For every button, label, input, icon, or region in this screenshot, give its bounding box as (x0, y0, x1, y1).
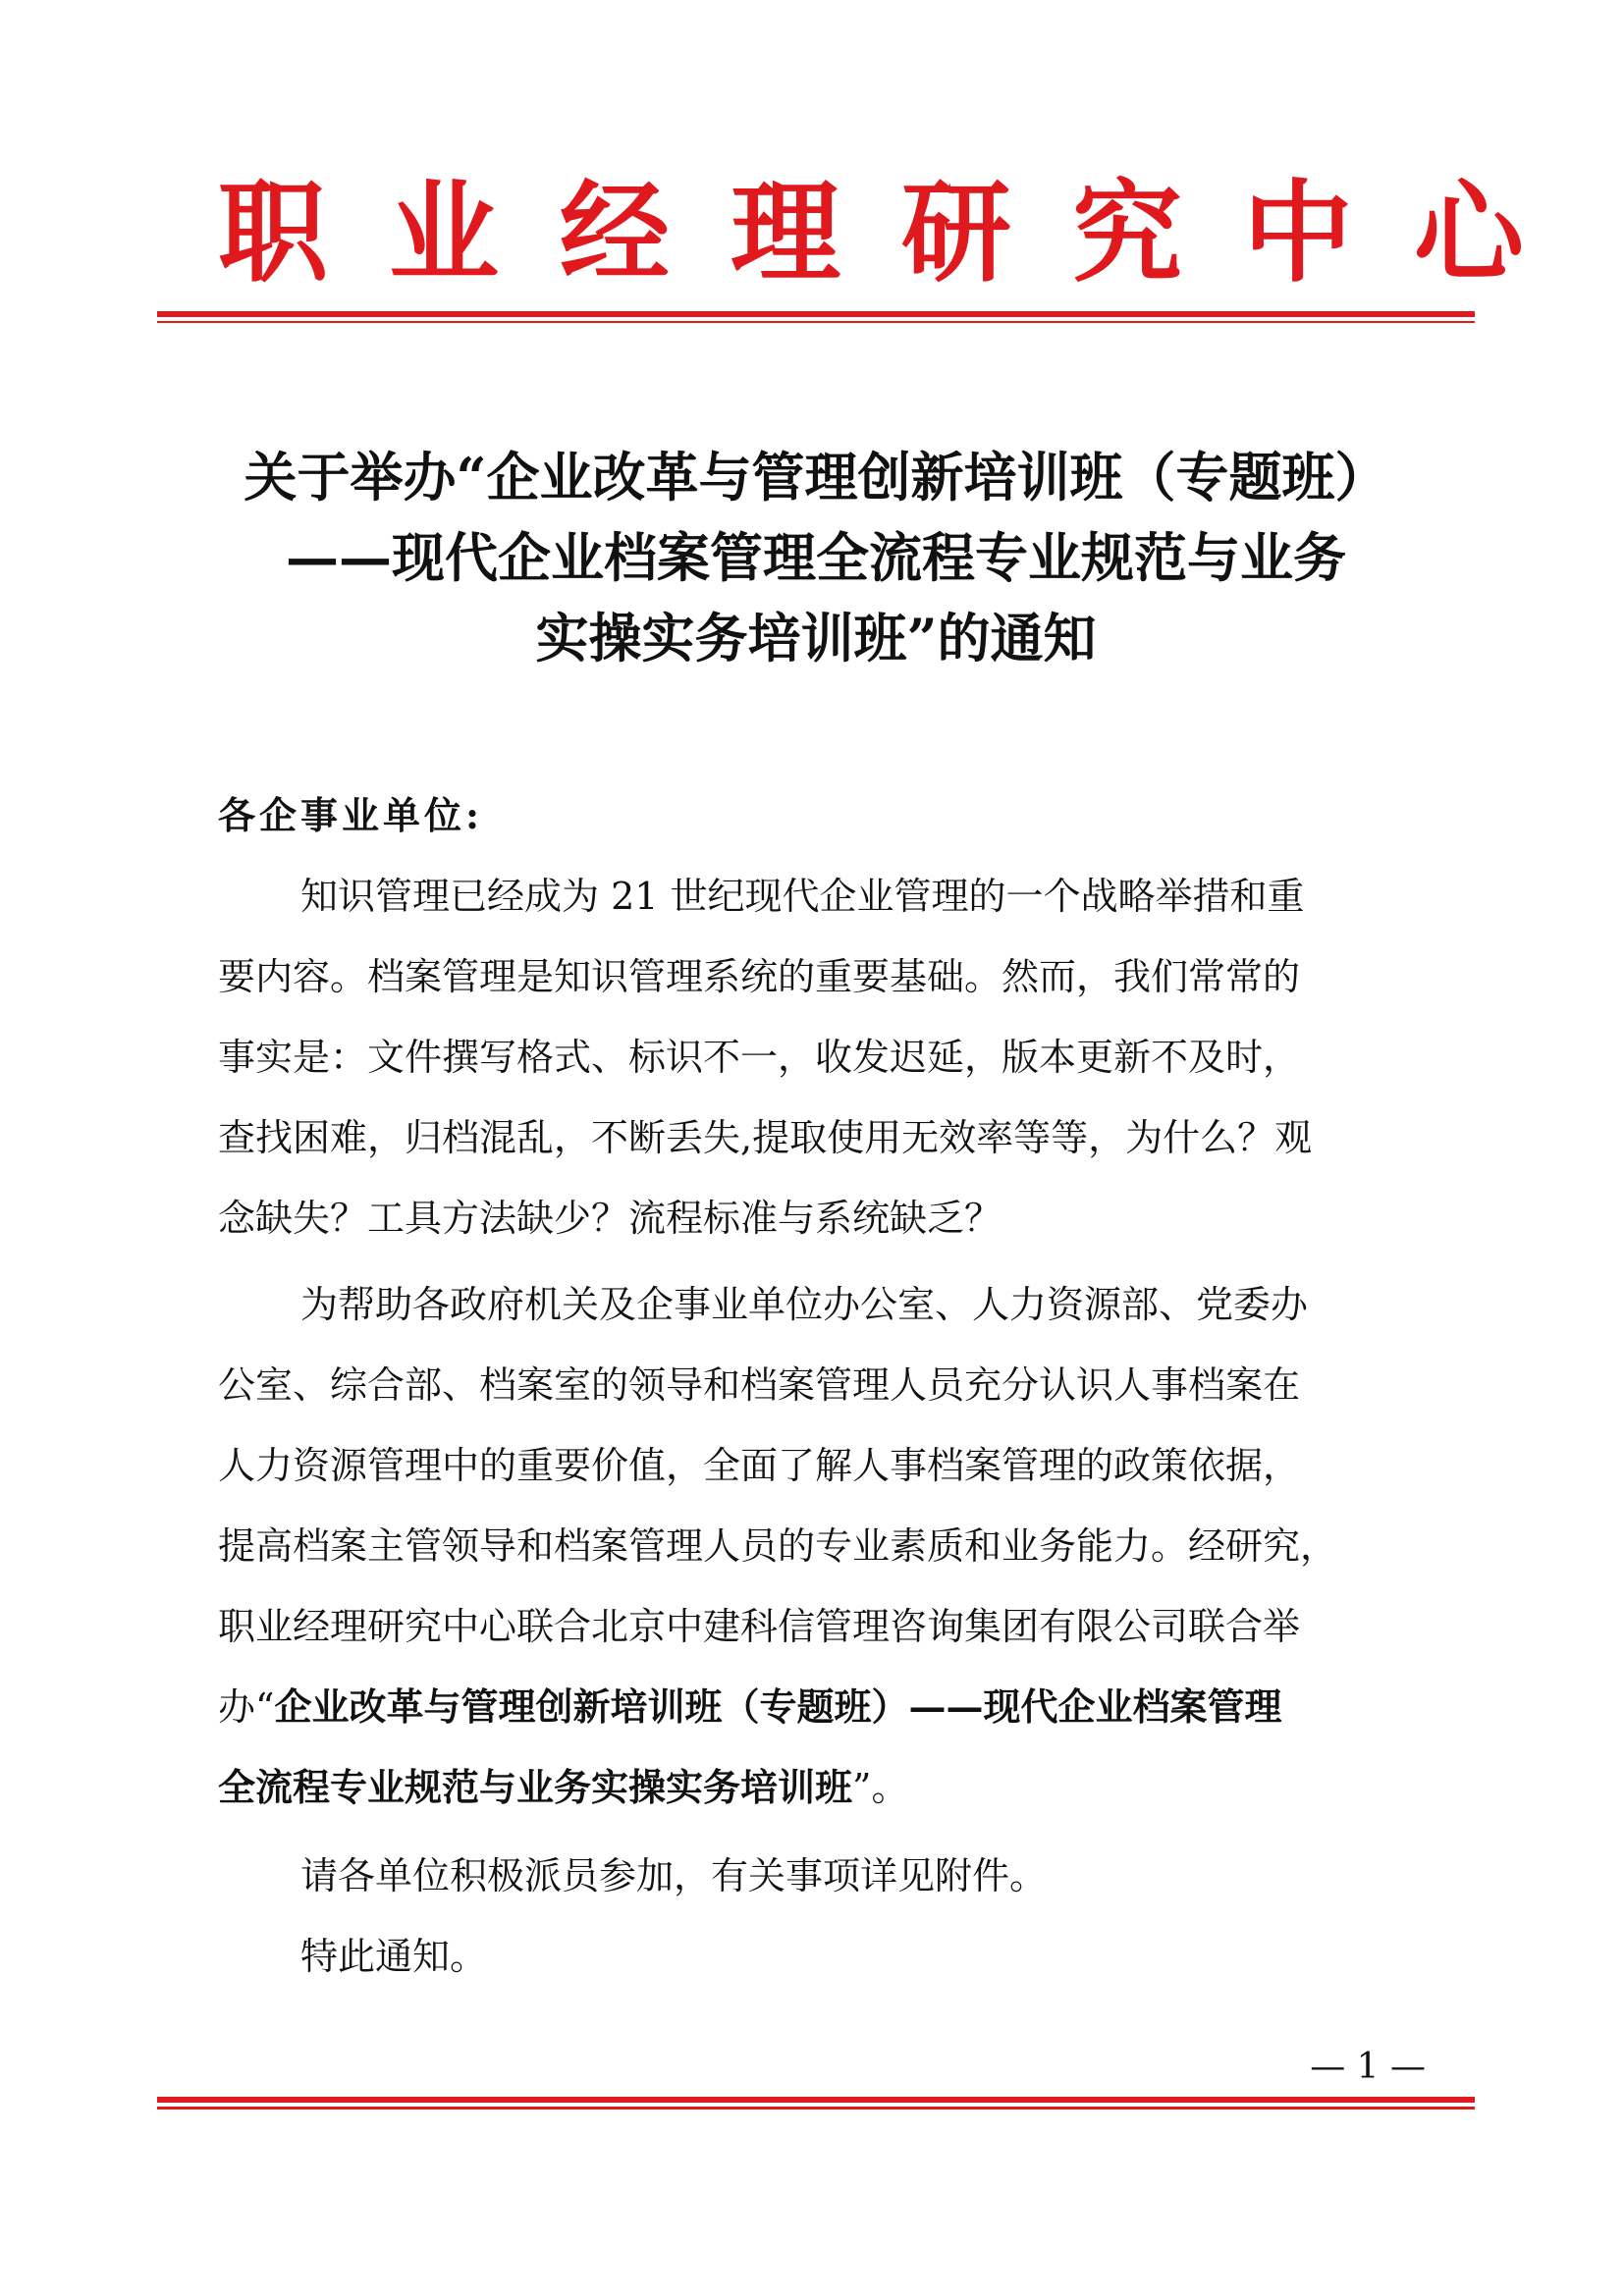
paragraph-line: 提高档案主管领导和档案管理人员的专业素质和业务能力。经研究， (218, 1524, 1338, 1568)
paragraph-line (218, 1667, 1426, 1747)
notice-title (157, 437, 1475, 678)
title-line-2: ——现代企业档案管理全流程专业规范与业务 (286, 526, 1346, 589)
paragraph-line: 公室、综合部、档案室的领导和档案管理人员充分认识人事档案在 (218, 1363, 1301, 1407)
footer-rule-thick (157, 2097, 1475, 2103)
paragraph-line: 念缺失？工具方法缺少？流程标准与系统缺乏？ (218, 1197, 1002, 1240)
header-rule-thin (157, 321, 1475, 323)
course-name-bold: 全流程专业规范与业务实操实务培训班 (218, 1765, 853, 1809)
title-line-1: 关于举办“企业改革与管理创新培训班（专题班） (244, 446, 1388, 508)
paragraph-line: 人力资源管理中的重要价值，全面了解人事档案管理的政策依据， (218, 1444, 1301, 1487)
paragraph-line: 知识管理已经成为 21 世纪现代企业管理的一个战略举措和重 (300, 875, 1305, 918)
paragraph-line (218, 1747, 1426, 1828)
course-name-bold: 企业改革与管理创新培训班（专题班）——现代企业档案管理 (274, 1684, 1282, 1729)
paragraph-4 (218, 1916, 1426, 1997)
paragraph-1 (218, 856, 1426, 1258)
page-number: — 1 — (1310, 2047, 1426, 2087)
paragraph-3 (218, 1836, 1426, 1916)
org-masthead: 职业经理研究中心 (218, 169, 1585, 297)
paragraph-line: 为帮助各政府机关及企事业单位办公室、人力资源部、党委办 (300, 1283, 1309, 1326)
paragraph-line: 职业经理研究中心联合北京中建科信管理咨询集团有限公司联合举 (218, 1605, 1301, 1648)
footer-rule-thin (157, 2107, 1475, 2109)
paragraph-line: 请各单位积极派员参加，有关事项详见附件。 (300, 1854, 1048, 1897)
paragraph-line: 特此通知。 (300, 1935, 488, 1978)
salutation: 各企事业单位: (218, 793, 484, 837)
line-suffix: ”。 (852, 1766, 909, 1809)
paragraph-2 (218, 1264, 1426, 1828)
line-prefix: 办“ (218, 1685, 275, 1729)
paragraph-line: 查找困难，归档混乱，不断丢失,提取使用无效率等等，为什么？观 (218, 1116, 1313, 1159)
paragraph-line: 要内容。档案管理是知识管理系统的重要基础。然而，我们常常的 (218, 955, 1301, 998)
title-line-3: 实操实务培训班”的通知 (535, 607, 1097, 669)
header-rule-thick (157, 311, 1475, 317)
paragraph-line: 事实是：文件撰写格式、标识不一，收发迟延，版本更新不及时， (218, 1036, 1301, 1079)
